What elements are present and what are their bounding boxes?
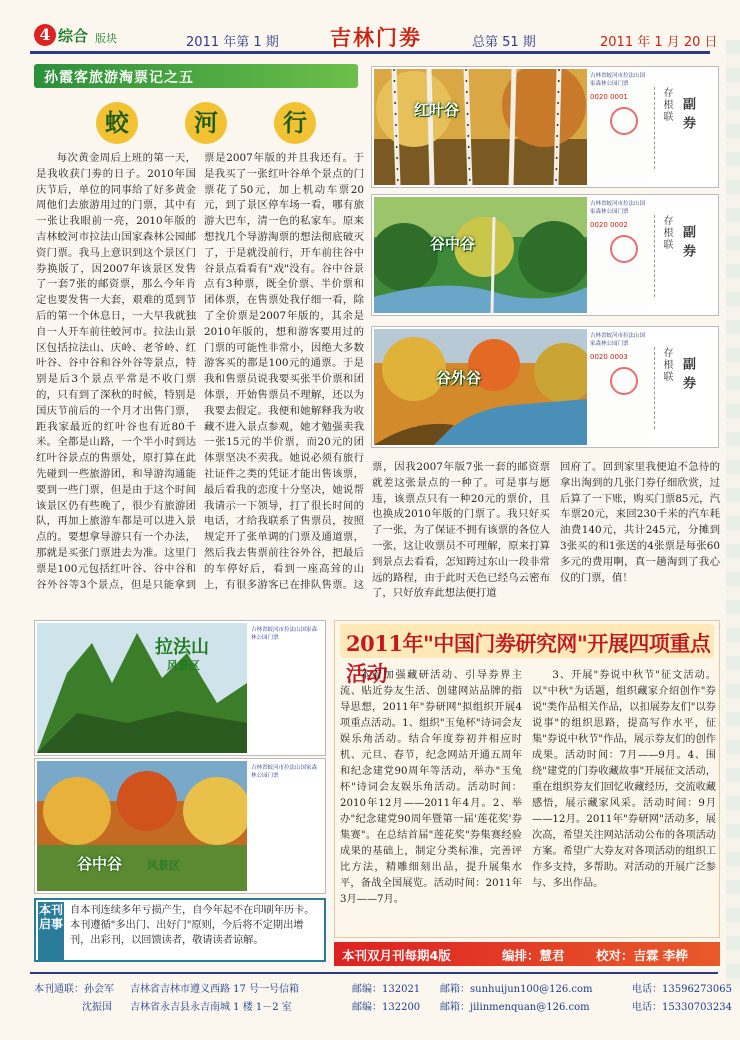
notice-text: 自本刊连续多年亏损产生，自今年起不在印刷年历卡。本刊遵循"多出门、出好门"原则，今后将不定期出增刊，出彩刊，以回馈读者，敬请读者谅解。: [70, 905, 315, 946]
feature-title-bar: [340, 624, 714, 686]
footer-postcode: 邮编：132200: [352, 1002, 421, 1013]
stub-label: 存根联: [661, 347, 672, 383]
scenic-area-name: 拉法山: [155, 637, 209, 658]
series-banner-text: 孙霞客旅游淘票记之五: [44, 70, 194, 86]
ticket-photo: [37, 623, 247, 753]
ticket-scenic-name: 红叶谷: [414, 101, 460, 119]
masthead-title: 吉林门劵: [330, 25, 422, 50]
ticket-header: 吉林省蛟河市拉法山国家森林公园门票: [251, 627, 318, 641]
feature-text: 3、开展"券说中秋节"征文活动。以"中秋"为话题，组织藏家介绍创作"券说"类作品相关作品，以扣展券友们"以券说事"的组织思路，提高写作水平，征集"券说中秋节"作品，展示券友们的创作成果。活动时间：7月——9月。4、围绕"建党的门券收藏故事"开展征文活动，重在组织券友们回忆收藏经历，交流收藏感悟，展示藏家风采。活动时间：9月——12月。2011年"券研网"活动多，展次高，希望关注网站活动公布的各项活动方案。希望广大券友对各项活动的组织工作多支持，多帮助。对活动的开展广泛参与、多出作品。: [532, 670, 716, 889]
feature-text: 本着加强藏研活动、引导券界主流、贴近券友生活、创建网站品牌的指导思想，2011年"券研网"拟组织开展4项重点活动。1、组织"玉兔杯"诗词会友娱乐角活动。结合年度券初并相应时机、元旦、春节，纪念网站开通五周年和纪念建党90周年等活动，举办"玉兔杯"诗词会友娱乐角活动。活动时间：2010年12月——2011年4月。2、举办"纪念建党90周年暨第一届'莲花奖'券集赛"。在总结首届"莲花奖"券集赛经验成果的基础上，制定分类标准，完善评比方法，精雕细刻出品，提升展集水平，备战全国展览。活动时间：2011年3月——7月。: [340, 670, 522, 905]
footer-contact-label: 本刊通联：孙会军: [34, 984, 114, 995]
feature-column-2: [532, 668, 716, 930]
article-column-3: [372, 460, 550, 610]
title-char: 蛟: [96, 102, 138, 144]
ticket-photo: [374, 69, 587, 185]
proofreader-credit: 校对：吉霖 李桦: [596, 948, 688, 963]
section-name: 综合: [58, 27, 89, 45]
title-char: 行: [274, 102, 316, 144]
scenic-area-name: 谷中谷: [77, 855, 123, 873]
ticket-serial: 0020 0002: [590, 221, 628, 229]
issue-number: 2011 年第 1 期: [186, 35, 279, 50]
footer-email: 邮箱：jilinmenquan@126.com: [440, 1002, 590, 1013]
page-number-badge: 4: [34, 24, 56, 46]
ticket-image: [371, 326, 719, 448]
ticket-photo: [37, 761, 247, 891]
footer-phone: 电话：15330703234: [632, 1002, 732, 1013]
feature-title: 2011年"中国门劵研究网"开展四项重点活动: [346, 631, 711, 686]
article-text: 回府了。回到家里我便迫不急待的拿出淘到的几张门券仔细欣赏，过后算了一下账，购买门票85元，汽车票20元，来回230千米的汽车耗油费140元，共计245元，分摊到3张买的和1张送的4张票是每张60多元的费用啊，真一趟淘到了我心仪的门票，值！: [560, 461, 720, 584]
ticket-header: 吉林省蛟河市拉法山国家森林公园门票: [590, 333, 646, 347]
article-column-2: [204, 151, 364, 593]
section-suffix: 版块: [95, 32, 117, 45]
footer-phone: 电话：13596273065: [632, 984, 732, 995]
scenic-area-subname: 风景区: [167, 659, 200, 672]
ticket-stub: [249, 623, 323, 753]
publication-frequency: 本刊双月刊每期4版: [342, 948, 451, 963]
ticket-header: 吉林省蛟河市拉法山国家森林公园门票: [590, 73, 646, 87]
footer-postcode: 邮编：132021: [352, 984, 421, 995]
adjacent-page-edge: [726, 40, 740, 990]
counterfoil-label: 副券: [680, 357, 695, 395]
ticket-header: 吉林省蛟河市拉法山国家森林公园门票: [590, 201, 646, 215]
postmark-stamp: [610, 367, 638, 395]
article-column-1: [36, 151, 196, 593]
footer-rule: [30, 972, 718, 974]
stub-label: 存根联: [661, 87, 672, 123]
ticket-stub: [249, 761, 323, 891]
feature-column-1: [340, 668, 522, 930]
total-issue: 总第 51 期: [472, 35, 536, 50]
ticket-image: [371, 194, 719, 316]
notice-tag: 本刊启事: [38, 902, 64, 960]
ticket-scenic-name: 谷中谷: [430, 235, 476, 253]
scenic-area-subname: 风景区: [147, 859, 180, 872]
counterfoil-label: 副券: [680, 225, 695, 263]
counterfoil-label: 副券: [680, 97, 695, 135]
ticket-photo: [374, 329, 587, 445]
footer-address: 吉林省永吉县永吉南城 1 楼 1－2 室: [130, 1002, 292, 1013]
title-char: 河: [185, 102, 227, 144]
editor-credit: 编排：慧君: [502, 948, 565, 963]
ticket-photo: [374, 197, 587, 313]
credits-bar: [334, 942, 720, 966]
postmark-stamp: [610, 235, 638, 263]
header-rule: [30, 51, 710, 54]
ticket-header: 吉林省蛟河市拉法山国家森林公园门票: [251, 765, 318, 779]
ticket-image: [34, 758, 326, 894]
article-title: [96, 102, 316, 144]
footer-address: 吉林省吉林市遵义西路 17 号一号信箱: [130, 984, 300, 995]
article-column-4: [560, 460, 720, 610]
ticket-serial: 0020 0001: [590, 93, 628, 101]
ticket-serial: 0020 0003: [590, 353, 628, 361]
footer-contact-label: 沈振国: [82, 1002, 112, 1013]
issue-date: 2011 年 1 月 20 日: [600, 35, 718, 50]
article-text: 票是2007年版的并且我还有。于是我买了一张红叶谷单个景点的门票花了50元，加上机动车票20元，到了景区停车场一看，哪有旅游大巴车，清一色的私家车。原来想找几个导游淘票的想法彻底破灭了，于是就没前行，开车前往谷中谷景点看看有"戏"没有。谷中谷景点有3种票，既全价票、半价票和团体票，在售票处我仔细一看，除了全价票是2007年版的，其余是2010年版的，想和游客要用过的门票的可能性非常小，因绝大多数游客买的都是100元的通票。于是我和售票员说我要买张半价票和团体票，开始售票员不理解，还以为我要去假定。我便和她解释我为收藏不进入景点参观，她才勉强卖我一张15元的半价票，而20元的团体票坚决不卖我。她说必须有旅行社证件之类的凭证才能出售该票，最后看我的恋度十分坚决，她说帮我请示一下领导，打了很长时间的电话，才给我联系了售票员，按照规定开了张单调的门票及通道票，然后我去售票前往谷外谷，把最后的车停好后，看到一座高耸的山上，有很多游客已在排队售票。这: [204, 152, 364, 591]
stub-label: 存根联: [661, 215, 672, 251]
postmark-stamp: [610, 107, 638, 135]
article-text: 票，因我2007年版7张一套的邮资票就差这张景点的一种了。可是事与愿违，该票点只有一种20元的票价，且也换成2010年版的门票了。我只好买了一张，为了保证不拥有该票的各位人一张，这让收票员不可理解，原来打算到景点去看看，怎知跨过东山一段非常远的路程，由于此时天色已经乌云密布了，只好放弃此想法便打道: [372, 461, 550, 600]
article-text: 每次黄金周后上班的第一天，是我收获门劵的日子。2010年国庆节后，单位的同事给了好多黄金周他们去旅游用过的门票，其中有一张让我眼前一亮，2010年版的吉林蛟河市拉法山国家森林公园邮资门票。我马上意识到这个景区门券换版了，因2007年该景区发售了一套7张的邮资票，那么今年肯定也要发售一大套，艰难的觅到节后的第一个休息日，一大早我就独自一人开车前往蛟河市。拉法山景区包括拉法山、庆岭、老爷岭、红叶谷、谷中谷和谷外谷等景点，特别是后3个景点平常是不收门票的，只有到了深秋的时候，特别是国庆节前后的一个月才出售门票，距我家最近的红叶谷也有近80千米。全都是山路，一个半小时到达红叶谷景点的售票处，原打算在此先碰到一些旅游团，和导游沟通能要到一些门票，但是由于这个时间该景区仍有些晚了，很少有旅游团队，再加上旅游车都是可以进入景点的。要想拿导游只有一个办法，那就是买张门票进去为准。这里门票是100元包括红叶谷、谷中谷和谷外谷等3个景点，但是只能拿到: [36, 152, 196, 591]
series-banner: [34, 64, 358, 88]
ticket-image: [371, 66, 719, 188]
footer-email: 邮箱：sunhuijun100@126.com: [440, 984, 593, 995]
ticket-image: [34, 620, 326, 756]
ticket-scenic-name: 谷外谷: [436, 369, 482, 387]
